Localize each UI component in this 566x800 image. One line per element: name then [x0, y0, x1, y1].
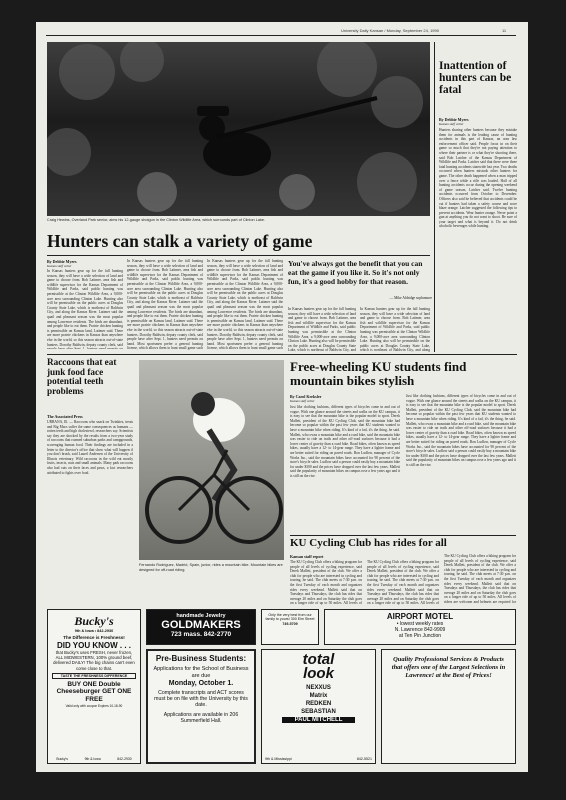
header-rule	[46, 35, 516, 36]
total-look-phone: 842-5521	[356, 757, 372, 761]
cycling-rule	[290, 535, 516, 536]
hunting-rule	[47, 255, 430, 256]
brand-sebastian: SEBASTIAN	[301, 709, 336, 715]
airport-title: AIRPORT MOTEL	[386, 612, 454, 621]
page-folio: University Daily Kansan / Monday, September 24, 1990	[341, 28, 439, 33]
inattention-body: Hunters sharing other hunters because they mistake them for animals is the leading cause of hunting accidents in this part of Kansas, an area law enforcement officer said. People focus in on their game so much that they're not paying attention to where their partner is or what they're shooting there, said Bob Latcher of the Kansas Department of Wildlife and Parks. Latcher said that there were three fatal hunting accidents statewide last year. Two deaths occurred when hunters mistook other hunters for game. The other death happened when a man tripped over a fence while a rifle was loaded. Half of all hunting accidents occur during the opening weekend of game season, Latcher said. Twelve hunting accidents occurred from October to December. Officers also said he believed that accidents could be cut if hunters had taken a safety course and wore blaze orange. Latcher suggested the following tips to prevent accidents. Wear hunter orange. Never point a gun at anything you do not want to shoot. Be sure of your target and what is beyond it. Do not drink alcoholic beverages while hunting.	[439, 128, 517, 229]
sidebar-rule	[434, 42, 435, 352]
prebusiness-date: Monday, October 1.	[168, 679, 234, 687]
quality-services-ad[interactable]	[381, 649, 516, 764]
hunter-photo	[47, 42, 430, 216]
hunting-body-col5: In Kansas hunters gear up for the fall hunting season, they will have a wide selection of land and game to choose from. Bob Latimer, area fish and wildlife supervisor for the Kansas Department of Wildlife and Parks, said public hunting was permissible at the Clinton Wildlife Area, a 9,000-acre area surrounding Clinton Lake. Hunting also will be permissible on the public acres at Douglas County State Lake, which is northeast of Baldwin City, and along	[360, 307, 430, 352]
bikes-byline: By Carol Kreksler	[290, 394, 322, 399]
raccoons-headline: Raccoons that eat junk food face potential teeth problems	[47, 357, 117, 396]
bike-photo	[139, 360, 284, 560]
bikes-body-col1: Just like clothing fashions, different types of bicycles come in and out of vogue. With one glance around the streets and walks on the KU campus, it is easy to see that the mountain bike is the popular model to sport. Derek Mallett, president of the KU Cycling Club, said the mountain bike had become so popular within the past few years that KU students wanted to have a mountain bike when riding. It's kind of a fad, it's the thing, he said. Mallett, who owns a mountain bike and a road bike, said the mountain bike was easier to ride on trails and other off-road surfaces because it had a lower center of gravity than a road bike. Road bikes, often known as speed bikes, usually have a 12- to 14-gear range. They have a lighter frame and are better suited for riding on paved roads. Ron Ludlow, manager of Cycle Works Inc., said the mountain bikes have accounted for 90 percent of the store's bicycle sales. Ludlow said a person could easily buy a mountain bike for under $300 and the prices have dropped over the last few years. Mallett said the popularity of mountain bikes on campus rose a few years ago and it is still on the rise.	[290, 405, 400, 478]
prebusiness-p3: Applications are available in 206 Summerfield Hall.	[163, 711, 239, 725]
goldmakers-name: GOLDMAKERS	[161, 619, 241, 631]
total-look-ad[interactable]	[261, 649, 376, 764]
buckys-logo: Bucky's	[74, 614, 114, 628]
buckys-fine-print: Valid only with coupon Expires 10-18-90	[65, 704, 123, 709]
prebusiness-p1: Applications for the School of Business are due	[153, 666, 249, 679]
section-rule	[47, 354, 517, 355]
brand-paul-mitchell: PAUL MITCHELL	[282, 717, 355, 723]
airport-phone: N. Lawrence 842-9909	[394, 627, 446, 633]
hunting-pull-quote: You've always got the benefit that you can eat the game if you like it. So it's not only fun, it's a good hobby for that reason.	[288, 259, 423, 286]
brand-nexxus: NEXXUS	[306, 685, 331, 691]
prebusiness-title: Pre-Business Students:	[155, 654, 247, 663]
buckys-footer-phone: 842-2930	[117, 757, 132, 761]
cycling-byline: Kansan staff report	[290, 554, 324, 559]
total-look-address: 9th & Mississippi	[265, 757, 292, 761]
hunting-pull-attribution: — Mike Aldridge sophomore	[389, 296, 432, 300]
buckys-address: 9th & Iowa • 842-2930	[74, 629, 114, 633]
hunting-body-col4: In Kansas hunters gear up for the fall hunting season, they will have a wide selection of land and game to choose from. Bob Latimer, area fish and wildlife supervisor for the Kansas Department of Wildlife and Parks, said public hunting was permissible at the Clinton Wildlife Area, a 9,000-acre area surrounding Clinton Lake. Hunting also will be permissible on the public acres at Douglas County State Lake, which is northeast of Baldwin City, and	[288, 307, 356, 352]
brand-redken: REDKEN	[305, 701, 332, 707]
hunting-body-col2: In Kansas hunters gear up for the fall hunting season, they will have a wide selection of land and game to choose from. Bob Latimer, area fish and wildlife supervisor for the Kansas Department of Wildlife and Parks, said public hunting was permissible at the Clinton Wildlife Area, a 9,000-acre area surrounding Clinton Lake. Hunting also will be permissible on the public acres at Douglas County State Lake, which is northeast of Baldwin City, and along the Kansas River. Latimer said the quail and pheasant season was the most popular among Lawrence residents. The birds are abundant, and people like to eat them. Prairie chicken hunting is permissible on Kansas land, Latimer said. There are more prairie chickens in Kansas than anywhere else in the world, so this season attracts out-of-state hunters. Dorothy Baldwin, deputy county clerk, said people have after Sept. 1, hunters need permits on hand. Most sportsmen prefer a general hunting license, which allows them to hunt small game such	[127, 259, 203, 351]
buckys-tagline: The Difference is Freshness!	[63, 635, 125, 640]
hunting-headline: Hunters can stalk a variety of game	[47, 231, 313, 251]
goldmakers-line1: handmade Jewelry	[176, 613, 226, 619]
bikes-headline: Free-wheeling KU students find mountain bikes stylish	[290, 359, 467, 388]
airport-location: at Ten Pin Junction	[398, 633, 442, 639]
page-number: 11	[502, 28, 507, 33]
cycling-body-col3: The KU Cycling Club offers a biking program for people of all levels of cycling experience, said Derek Mallett, president of the club. We offer a club for people who are interested in cycling and touring, he said. The club meets at 7:30 p.m. on the first Tuesday of each month and organizes rides every weekend. Mallett said that on Tuesdays and Thursdays, the club has rides that average 20 miles and on Saturday the club goes on a longer ride of up to 50 miles. All levels of riders are welcome and helmets are required for	[444, 554, 516, 604]
cycling-body-col1: The KU Cycling Club offers a biking program for people of all levels of cycling experience, said Derek Mallett, president of the club. We offer a club for people who are interested in cycling and touring, he said. The club meets at 7:30 p.m. on the first Tuesday of each month and organizes rides every weekend. Mallett said that on Tuesdays and Thursdays, the club has rides that average 20 miles and on Saturday the club goes on a longer ride of up to 50 miles. All levels of	[290, 560, 362, 605]
goldmakers-ad[interactable]	[146, 609, 256, 645]
maxwell-phone: 749-5709	[282, 621, 298, 626]
goldmakers-address: 723 mass. 842-2770	[170, 631, 232, 638]
inattention-byline: By Debbie Myers	[439, 117, 469, 122]
buckys-footer-location: 9th & Iowa	[84, 757, 101, 761]
airport-motel-ad[interactable]	[324, 609, 516, 645]
maxwell-ad[interactable]	[261, 609, 319, 645]
inattention-byline-role: Kansan staff writer	[439, 122, 464, 126]
hunting-body-col3: In Kansas hunters gear up for the fall hunting season, they will have a wide selection of land and game to choose from. Bob Latimer, area fish and wildlife supervisor for the Kansas Department of Wildlife and Parks, said public hunting was permissible at the Clinton Wildlife Area, a 9,000-acre area surrounding Clinton Lake. Hunting also will be permissible on the public acres at Douglas County State Lake, which is northeast of Baldwin City, and along the Kansas River. Latimer said the quail and pheasant season was the most popular among Lawrence residents. The birds are abundant, and people like to eat them. Prairie chicken hunting is permissible on Kansas land, Latimer said. There are more prairie chickens in Kansas than anywhere else in the world, so this season attracts out-of-state hunters. Dorothy Baldwin, deputy county clerk, said people have after Sept. 1, hunters need permits on hand. Most sportsmen prefer a general hunting license, which allows them to hunt small game such	[207, 259, 283, 351]
bike-photo-caption: Fernando Rodriguez, Madrid, Spain, junior, rides a mountain bike. Mountain bikes are designed for off-road riding.	[139, 563, 283, 572]
bikes-body-col2: Just like clothing fashions, different types of bicycles come in and out of vogue. With one glance around the streets and walks on the KU campus, it is easy to see that the mountain bike is the popular model to sport. Derek Mallett, president of the KU Cycling Club, said the mountain bike had become so popular within the past few years that KU students wanted to have a mountain bike when riding. It's kind of a fad, it's the thing, he said. Mallett, who owns a mountain bike and a road bike, said the mountain bike was easier to ride on trails and other off-road surfaces because it had a lower center of gravity than a road bike. Road bikes, often known as speed bikes, usually have a 12- to 14-gear range. They have a lighter frame and are better suited for riding on paved roads. Ron Ludlow, manager of Cycle Works Inc., said the mountain bikes have accounted for 90 percent of the store's bicycle sales. Ludlow said a person could easily buy a mountain bike for under $300 and the prices have dropped over the last few years. Mallett said the popularity of mountain bikes on campus rose a few years ago and it is still on the rise.	[406, 394, 516, 467]
bikes-byline-role: Kansan staff writer	[290, 399, 315, 403]
cycling-headline: KU Cycling Club has rides for all	[290, 537, 447, 549]
buckys-headline: DID YOU KNOW . . .	[56, 641, 132, 650]
raccoons-source: The Associated Press	[47, 414, 83, 419]
quality-text: Quality Professional Services & Products that offers one of the Largest Selections in Lawrence! at the Best of Prices!	[391, 656, 506, 679]
cycling-body-col2: The KU Cycling Club offers a biking program for people of all levels of cycling experience, said Derek Mallett, president of the club. We offer a club for people who are interested in cycling and touring, he said. The club meets at 7:30 p.m. on the first Tuesday of each month and organizes rides every weekend. Mallett said that on Tuesdays and Thursdays, the club has rides that average 20 miles and on Saturday the club goes on a longer ride of up to 50 miles. All levels of	[367, 560, 439, 605]
prebusiness-ad[interactable]	[146, 649, 256, 764]
inattention-headline: Inattention of hunters can be fatal	[439, 60, 512, 97]
hunter-photo-caption: Craig Hewins, Overland Park senior, aims his 12-gauge shotgun in the Clinton Wildlife Area, which surrounds part of Clinton Lake.	[47, 218, 266, 222]
hunting-body-col1: In Kansas hunters gear up for the fall hunting season, they will have a wide selection of land and game to choose from. Bob Latimer, area fish and wildlife supervisor for the Kansas Department of Wildlife and Parks, said public hunting was permissible at the Clinton Wildlife Area, a 9,000-acre area surrounding Clinton Lake. Hunting also will be permissible on the public acres at Douglas County State Lake, which is northeast of Baldwin City, and along the Kansas River. Latimer said the quail and pheasant season was the most popular among Lawrence residents. The birds are abundant, and people like to eat them. Prairie chicken hunting is permissible on Kansas land, Latimer said. There are more prairie chickens in Kansas than anywhere else in the world, so this season attracts out-of-state hunters. Dorothy Baldwin, deputy county clerk, said	[47, 269, 123, 347]
maxwell-text: Only the very best from our family to yours! 300 Elm Street	[265, 613, 315, 622]
prebusiness-p2: Complete transcripts and ACT scores must be on file with the University by this date.	[154, 689, 248, 709]
hunting-byline-role: Kansan staff writer	[47, 264, 72, 268]
hunting-byline: By Debbie Myers	[47, 259, 77, 264]
brand-matrix: Matrix	[309, 693, 328, 699]
buckys-body: that Bucky's uses FRESH, never frozen, ALL MIDWESTERN, 100% ground beef, delivered DAILY! The big chains can't even come close to that.	[53, 650, 135, 671]
total-look-logo-top: total	[302, 651, 335, 668]
buckys-offer: BUY ONE Double Cheeseburger GET ONE FREE	[56, 680, 132, 703]
buckys-footer-name: Bucky's	[56, 757, 68, 761]
newspaper-page	[36, 22, 528, 772]
raccoons-body: URBANA, Ill. — Raccoons who snack on Twinkies, treats and Big Macs suffer the same consequences as humans — rotten teeth and high cholesterol, researchers say. Scientists say they are shocked by the results from a two-year study of raccoons that roamed suburban parks and campgrounds, scavenging human food. Their findings are included in a letter to the director's office that show what will happen if you don't brush, said Laurel Andersen of the University of Illinois veterinary. Wild raccoons in the wild eat mostly fruits, insects, nuts and small animals. Many park raccoons also had cuts on their faces and paws, a fact researchers attributed to fights over food.	[47, 420, 133, 475]
buckys-ad[interactable]	[47, 609, 141, 764]
buckys-cta: TASTE THE FRESHNESS DIFFERENCE	[52, 673, 136, 679]
airport-rates: • lowest weekly rates	[396, 621, 444, 627]
total-look-logo-bottom: look	[303, 665, 334, 682]
